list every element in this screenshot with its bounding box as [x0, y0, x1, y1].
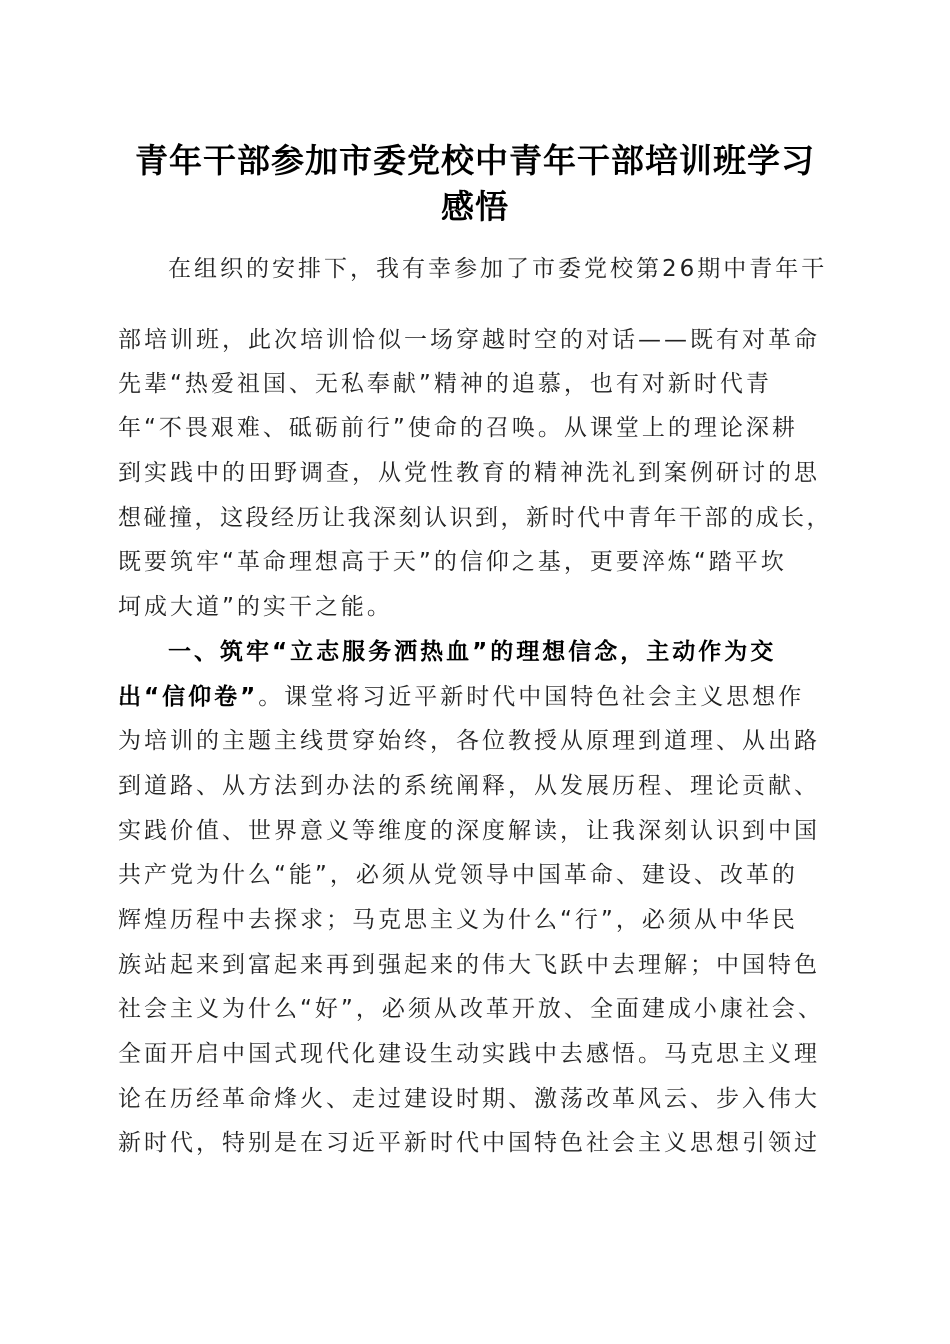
text-line: 为培训的主题主线贯穿始终，各位教授从原理到道理、从出路: [118, 728, 820, 754]
text-line: 年“不畏艰难、砥砺前行”使命的召唤。从课堂上的理论深耕: [118, 415, 798, 441]
text-line: 社会主义为什么“好”，必须从改革开放、全面建成小康社会、: [118, 996, 824, 1022]
text-line: [118, 682, 838, 712]
section-1-heading-end: 出“信仰卷”: [118, 684, 259, 710]
document-title-line-1: 青年干部参加市委党校中青年干部培训班学习: [135, 141, 815, 180]
text-line: 论在历经革命烽火、走过建设时期、激荡改革风云、步入伟大: [118, 1086, 820, 1112]
text-line: 辉煌历程中去探求；马克思主义为什么“行”，必须从中华民: [118, 907, 798, 933]
text-line: 部培训班，此次培训恰似一场穿越时空的对话——既有对革命: [118, 327, 820, 353]
text-line: 族站起来到富起来再到强起来的伟大飞跃中去理解；中国特色: [118, 952, 820, 978]
text-line: 坷成大道”的实干之能。: [118, 594, 393, 620]
text-line: 既要筑牢“革命理想高于天”的信仰之基，更要淬炼“踏平坎: [118, 549, 787, 575]
text-line: 先辈“热爱祖国、无私奉献”精神的追慕，也有对新时代青: [118, 371, 772, 397]
text-line: 到实践中的田野调查，从党性教育的精神洗礼到案例研讨的思: [118, 460, 820, 486]
text-line: 全面开启中国式现代化建设生动实践中去感悟。马克思主义理: [118, 1041, 820, 1067]
text-line: 共产党为什么“能”，必须从党领导中国革命、建设、改革的: [118, 862, 798, 888]
text-line: 到道路、从方法到办法的系统阐释，从发展历程、理论贡献、: [118, 773, 820, 799]
text-line: 在组织的安排下，我有幸参加了市委党校第26期中青年干: [168, 256, 828, 282]
text-line: 实践价值、世界意义等维度的深度解读，让我深刻认识到中国: [118, 818, 820, 844]
document-title-line-2: 感悟: [441, 187, 509, 226]
section-1-heading: 一、筑牢“立志服务洒热血”的理想信念，主动作为交: [168, 639, 777, 665]
text-span: 。课堂将习近平新时代中国特色社会主义思想作: [258, 684, 805, 710]
text-line: 新时代，特别是在习近平新时代中国特色社会主义思想引领过: [118, 1130, 820, 1156]
text-line: 想碰撞，这段经历让我深刻认识到，新时代中青年干部的成长，: [118, 505, 832, 531]
